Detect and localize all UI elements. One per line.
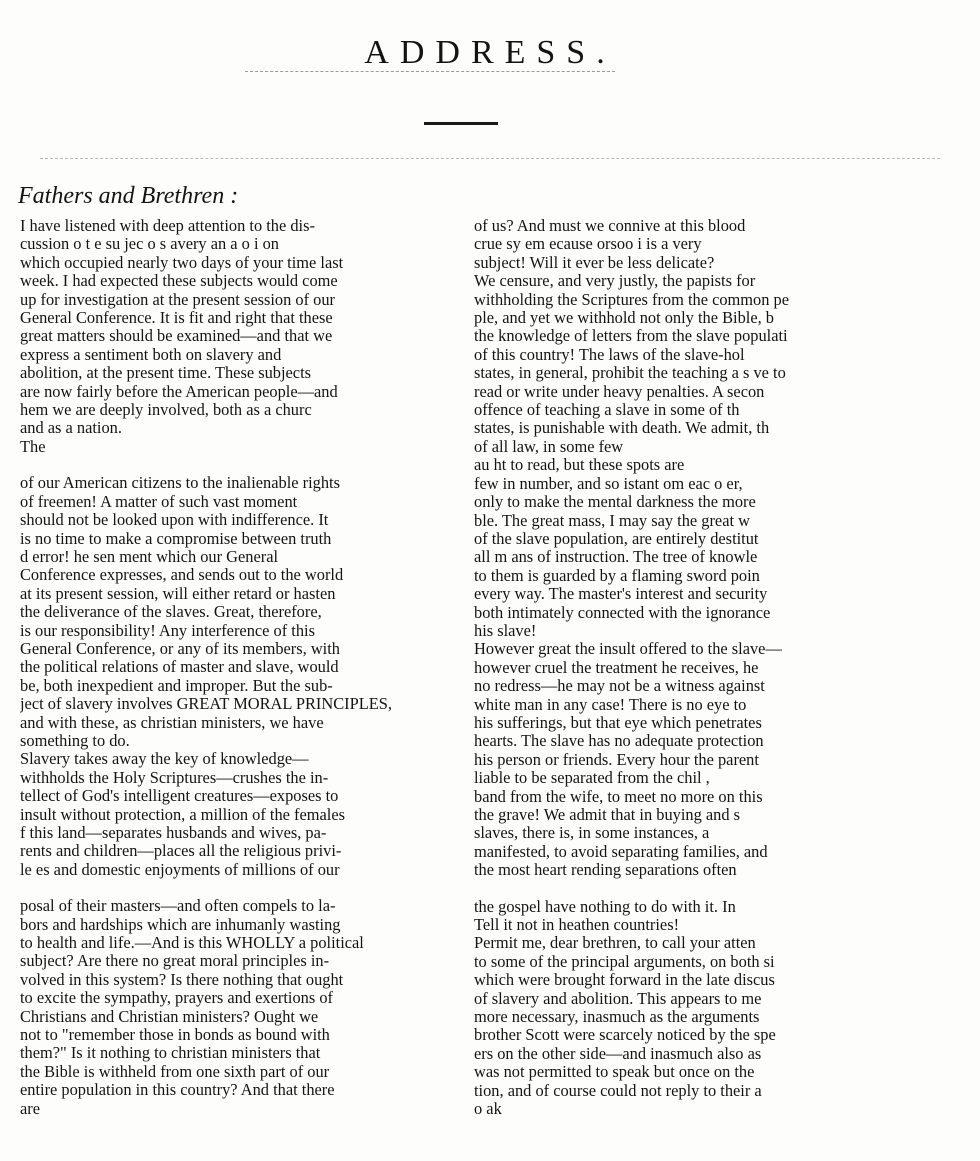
text-line: le es and domestic enjoyments of millions of our: [20, 860, 340, 879]
text-line: rents and children—places all the religious privi-: [20, 842, 342, 861]
text-line: his person or friends. Every hour the parent: [474, 750, 759, 769]
text-line: subject? Are there no great moral principles in-: [20, 952, 330, 971]
text-line: manifested, to avoid separating families, and: [474, 842, 768, 861]
text-line: however cruel the treatment he receives, he: [474, 658, 759, 677]
text-line: express a sentiment both on slavery and: [20, 345, 282, 364]
text-line: the most heart rending separations often: [474, 861, 737, 880]
text-line: which were brought forward in the late discus: [474, 971, 775, 990]
text-line: volved in this system? Is there nothing that ought: [20, 970, 344, 989]
text-line: [474, 880, 942, 898]
text-line: offence of teaching a slave in some of th: [474, 401, 740, 420]
text-line: should not be looked upon with indifference. It: [20, 511, 329, 530]
text-line: tion, and of course could not reply to their a: [474, 1081, 762, 1100]
text-line: of the slave population, are entirely destitut: [474, 529, 759, 548]
text-line: them?" Is it nothing to christian ministers that: [20, 1044, 321, 1063]
text-line: more necessary, inasmuch as the arguments: [474, 1008, 760, 1027]
divider-rule: [424, 122, 498, 125]
text-line: his slave!: [474, 621, 537, 640]
text-line: The: [20, 437, 46, 456]
text-line: to excite the sympathy, prayers and exertions of: [20, 989, 333, 1008]
text-line: few in number, and so istant om eac o er,: [474, 474, 743, 493]
text-line: be, both inexpedient and improper. But the sub-: [20, 676, 333, 695]
text-line: not to "remember those in bonds as bound with: [20, 1026, 330, 1045]
text-line: posal of their masters—and often compels to la-: [20, 897, 336, 916]
title-rule: [245, 71, 615, 72]
text-line: of this country! The laws of the slave-hol: [474, 345, 745, 364]
text-line: Christians and Christian ministers? Ought we: [20, 1007, 319, 1026]
text-line: no redress—he may not be a witness against: [474, 677, 765, 696]
text-line: f this land—separates husbands and wives, pa-: [20, 824, 327, 842]
text-line: of all law, in some few: [474, 437, 624, 456]
text-line: is our responsibility! Any interference of this: [20, 621, 315, 640]
text-line: only to make the mental darkness the more: [474, 493, 756, 512]
text-line: at its present session, will either retard or hasten: [20, 584, 336, 603]
text-line: insult without protection, a million of the females: [20, 805, 346, 824]
text-line: ble. The great mass, I may say the great w: [474, 511, 750, 530]
salutation: Fathers and Brethren :: [18, 183, 239, 209]
text-line: great matters should be examined—and that we: [20, 327, 333, 346]
text-line: both intimately connected with the ignorance: [474, 603, 771, 622]
text-line: entire population in this country? And that there: [20, 1081, 335, 1100]
text-line: read or write under heavy penalties. A secon: [474, 382, 765, 401]
text-line: Slavery takes away the key of knowledge—: [20, 750, 309, 769]
text-line: of our American citizens to the inalienable rights: [20, 474, 340, 493]
text-line: hearts. The slave has no adequate protection: [474, 732, 764, 751]
text-line: o ak: [474, 1100, 502, 1119]
text-line: band from the wife, to meet no more on this: [474, 787, 763, 806]
text-line: I have listened with deep attention to the dis-: [20, 217, 315, 235]
text-line: are: [20, 1099, 41, 1118]
text-line: and as a nation.: [20, 419, 122, 438]
text-line: the gospel have nothing to do with it. In: [474, 897, 736, 916]
text-line: which occupied nearly two days of your time last: [20, 253, 344, 272]
text-line: au ht to read, but these spots are: [474, 456, 685, 475]
text-line: to some of the principal arguments, on both si: [474, 952, 775, 971]
text-line: Permit me, dear brethren, to call your atten: [474, 934, 756, 953]
text-line: bors and hardships which are inhumanly wasting: [20, 915, 341, 934]
text-line: his sufferings, but that eye which penetrates: [474, 713, 762, 732]
text-line: cussion o t e su jec o s avery an a o i on: [20, 235, 280, 254]
section-rule: [40, 158, 940, 159]
text-line: to health and life.—And is this WHOLLY a political: [20, 934, 364, 953]
text-line: all m ans of instruction. The tree of knowle: [474, 548, 758, 567]
page-title: ADDRESS.: [364, 34, 616, 71]
text-line: and with these, as christian ministers, we have: [20, 713, 324, 732]
text-line: ers on the other side—and inasmuch also as: [474, 1044, 762, 1063]
text-line: [20, 456, 472, 474]
text-line: tellect of God's intelligent creatures—exposes to: [20, 787, 339, 806]
text-line: However great the insult offered to the slave—: [474, 640, 782, 659]
text-line: states, in general, prohibit the teaching a s ve to: [474, 364, 786, 383]
text-line: something to do.: [20, 731, 130, 750]
text-line: was not permitted to speak but once on the: [474, 1063, 755, 1082]
text-line: of freemen! A matter of such vast moment: [20, 492, 298, 511]
text-line: up for investigation at the present session of our: [20, 290, 335, 309]
text-line: week. I had expected these subjects would come: [20, 272, 338, 291]
text-line: hem we are deeply involved, both as a churc: [20, 401, 312, 420]
text-line: abolition, at the present time. These subjects: [20, 364, 312, 383]
text-line: crue sy em ecause orsoo i is a very: [474, 235, 702, 254]
text-line: d error! he sen ment which our General: [20, 547, 279, 566]
text-line: is no time to make a compromise between truth: [20, 529, 332, 548]
text-line: every way. The master's interest and security: [474, 585, 768, 604]
text-line: the deliverance of the slaves. Great, therefore,: [20, 603, 322, 622]
text-line: the Bible is withheld from one sixth part of our: [20, 1062, 330, 1081]
text-line: General Conference, or any of its members, with: [20, 639, 340, 658]
text-line: Conference expresses, and sends out to the world: [20, 566, 344, 585]
text-line: of us? And must we connive at this blood: [474, 217, 746, 235]
text-line: to them is guarded by a flaming sword poin: [474, 566, 760, 585]
text-line: ject of slavery involves GREAT MORAL PRINCIPLES,: [20, 695, 392, 714]
text-line: Tell it not in heathen countries!: [474, 916, 680, 935]
text-line: white man in any case! There is no eye to: [474, 695, 747, 714]
text-line: General Conference. It is fit and right that these: [20, 309, 333, 328]
text-line: liable to be separated from the chil ,: [474, 769, 710, 788]
text-line: withholding the Scriptures from the common pe: [474, 290, 790, 309]
text-line: the political relations of master and slave, would: [20, 658, 339, 677]
text-line: are now fairly before the American people—and: [20, 382, 338, 401]
left-column: [20, 217, 472, 1118]
text-line: brother Scott were scarcely noticed by the spe: [474, 1026, 776, 1045]
text-line: subject! Will it ever be less delicate?: [474, 253, 715, 272]
text-line: We censure, and very justly, the papists for: [474, 272, 756, 291]
text-line: [20, 879, 472, 897]
text-line: the knowledge of letters from the slave populati: [474, 327, 788, 346]
text-line: the grave! We admit that in buying and s: [474, 806, 741, 824]
text-line: slaves, there is, in some instances, a: [474, 824, 710, 843]
text-line: withholds the Holy Scriptures—crushes the in-: [20, 768, 329, 787]
text-line: ple, and yet we withhold not only the Bible, b: [474, 309, 774, 328]
right-column: [474, 217, 942, 1119]
text-line: states, is punishable with death. We admit, th: [474, 419, 770, 438]
text-line: of slavery and abolition. This appears to me: [474, 989, 762, 1008]
